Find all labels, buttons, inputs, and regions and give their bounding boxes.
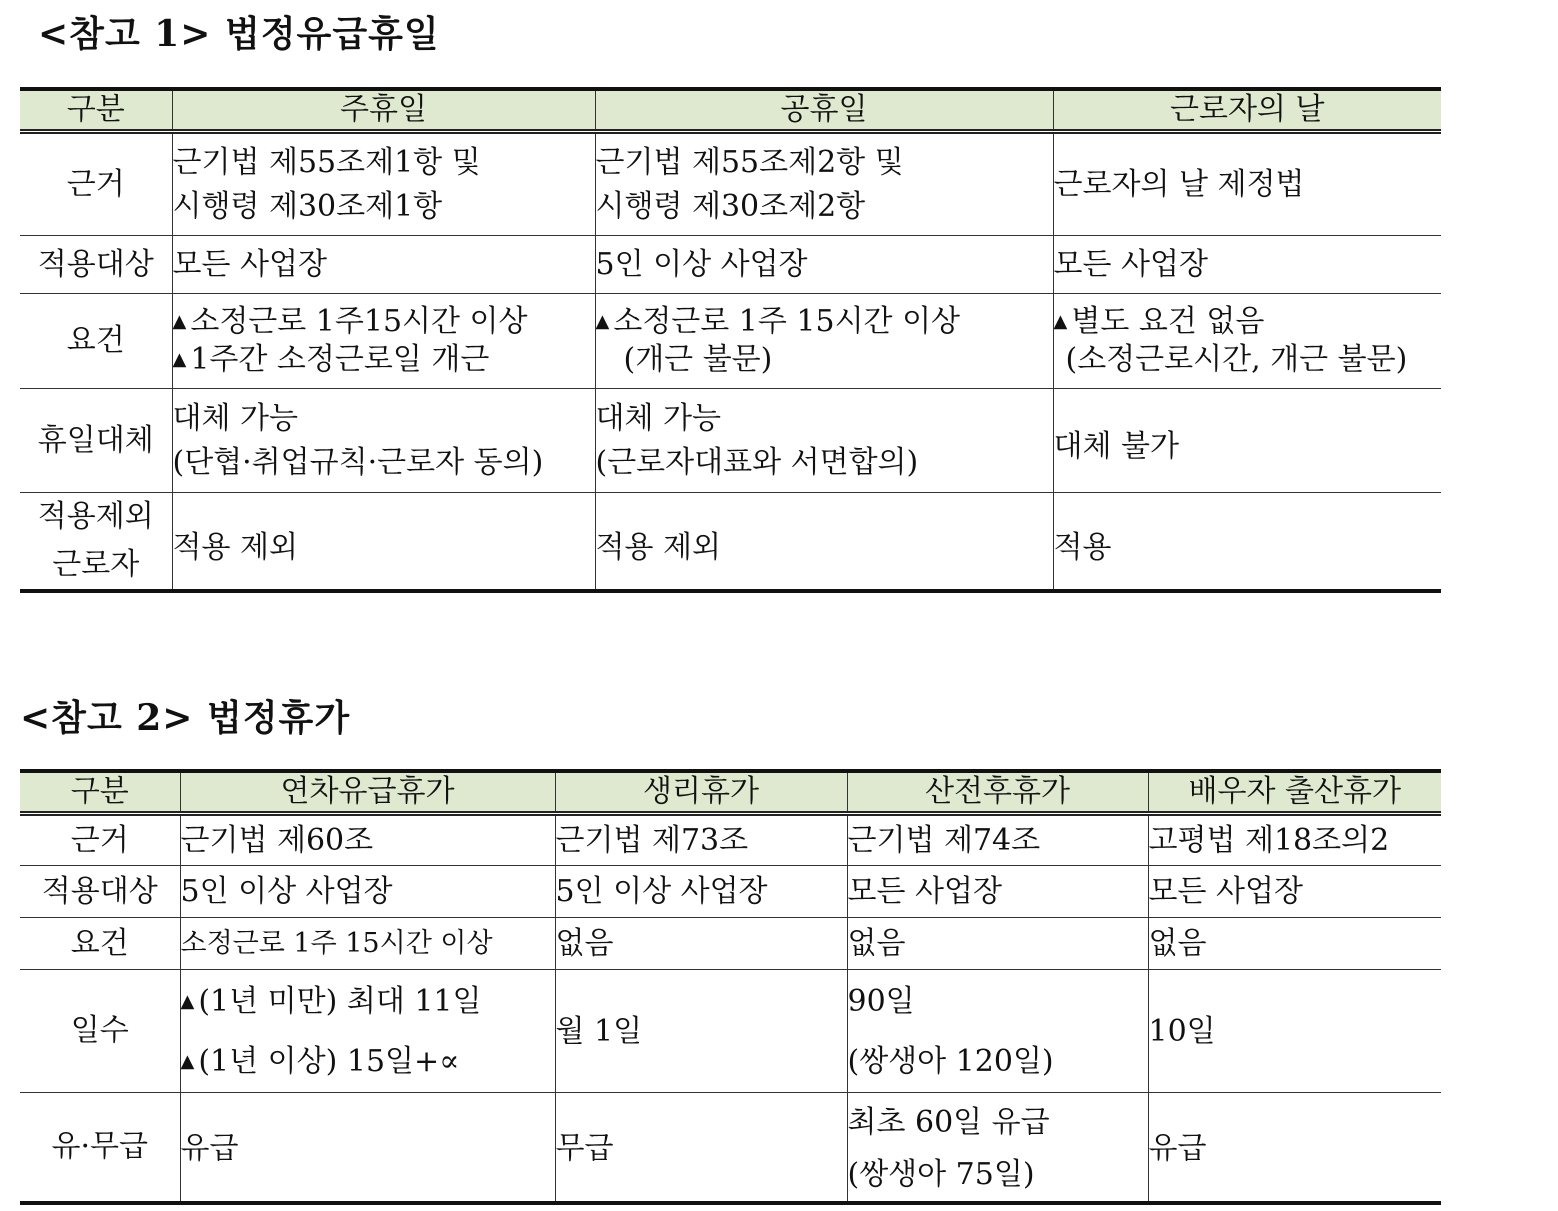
table-cell: 근기법 제60조 bbox=[180, 814, 555, 866]
table-row bbox=[20, 294, 1441, 389]
table-cell: 유급 bbox=[1148, 1093, 1441, 1204]
table-cell: 모든 사업장 bbox=[172, 236, 595, 294]
table-row bbox=[20, 236, 1441, 294]
table-cell: 10일 bbox=[1148, 970, 1441, 1093]
table-cell: 월 1일 bbox=[555, 970, 847, 1093]
table-cell: ▲ (1년 미만) 최대 11일 ▲ (1년 이상) 15일+∝ bbox=[180, 970, 555, 1093]
table-cell: ▲ 소정근로 1주15시간 이상 ▲ 1주간 소정근로일 개근 bbox=[172, 294, 595, 389]
triangle-up-icon: ▲ bbox=[172, 349, 187, 370]
statutory-leave-table bbox=[20, 769, 1441, 1205]
header-workers-day: 근로자의 날 bbox=[1053, 89, 1441, 132]
row-label-days: 일수 bbox=[20, 970, 180, 1093]
table-cell: 최초 60일 유급 (쌍생아 75일) bbox=[847, 1093, 1148, 1204]
table-cell: 근기법 제73조 bbox=[555, 814, 847, 866]
section-2-title: <참고 2> 법정휴가 bbox=[20, 697, 351, 739]
table-cell: 없음 bbox=[1148, 918, 1441, 970]
table-cell: 근기법 제55조제2항 및 시행령 제30조제2항 bbox=[595, 132, 1053, 236]
table-cell: 대체 가능 (단협·취업규칙·근로자 동의) bbox=[172, 389, 595, 493]
header-menstrual-leave: 생리휴가 bbox=[555, 771, 847, 814]
table-cell: 적용 제외 bbox=[172, 493, 595, 592]
header-annual-leave: 연차유급휴가 bbox=[180, 771, 555, 814]
table-cell: 적용 bbox=[1053, 493, 1441, 592]
header-public-holiday: 공휴일 bbox=[595, 89, 1053, 132]
row-label-substitution: 휴일대체 bbox=[20, 389, 172, 493]
row-label-requirement: 요건 bbox=[20, 918, 180, 970]
table-row bbox=[20, 970, 1441, 1093]
table-cell: 근기법 제55조제1항 및 시행령 제30조제1항 bbox=[172, 132, 595, 236]
header-category: 구분 bbox=[20, 771, 180, 814]
table-cell: 5인 이상 사업장 bbox=[595, 236, 1053, 294]
triangle-up-icon: ▲ bbox=[180, 991, 195, 1012]
triangle-up-icon: ▲ bbox=[172, 311, 187, 332]
header-paternity-leave: 배우자 출산휴가 bbox=[1148, 771, 1441, 814]
row-label-excluded-workers: 적용제외 근로자 bbox=[20, 493, 172, 592]
table-cell: 유급 bbox=[180, 1093, 555, 1204]
row-label-target: 적용대상 bbox=[20, 236, 172, 294]
table-cell: ▲ 소정근로 1주 15시간 이상 (개근 불문) bbox=[595, 294, 1053, 389]
table-cell: 소정근로 1주 15시간 이상 bbox=[180, 918, 555, 970]
table-row bbox=[20, 918, 1441, 970]
table-cell: 고평법 제18조의2 bbox=[1148, 814, 1441, 866]
table-cell: 없음 bbox=[555, 918, 847, 970]
table-cell: 근기법 제74조 bbox=[847, 814, 1148, 866]
table-cell: 근로자의 날 제정법 bbox=[1053, 132, 1441, 236]
header-row bbox=[20, 89, 1441, 132]
table-row bbox=[20, 389, 1441, 493]
table-cell: 무급 bbox=[555, 1093, 847, 1204]
table-row bbox=[20, 866, 1441, 918]
table-cell: 모든 사업장 bbox=[1148, 866, 1441, 918]
table-cell: 대체 가능 (근로자대표와 서면합의) bbox=[595, 389, 1053, 493]
row-label-target: 적용대상 bbox=[20, 866, 180, 918]
row-label-basis: 근거 bbox=[20, 814, 180, 866]
header-weekly-holiday: 주휴일 bbox=[172, 89, 595, 132]
table-cell: 없음 bbox=[847, 918, 1148, 970]
table-cell: 모든 사업장 bbox=[847, 866, 1148, 918]
table-cell: ▲ 별도 요건 없음 (소정근로시간, 개근 불문) bbox=[1053, 294, 1441, 389]
header-category: 구분 bbox=[20, 89, 172, 132]
section-1-title: <참고 1> 법정유급휴일 bbox=[38, 13, 440, 55]
table-cell: 모든 사업장 bbox=[1053, 236, 1441, 294]
triangle-up-icon: ▲ bbox=[1053, 311, 1068, 332]
table-cell: 5인 이상 사업장 bbox=[180, 866, 555, 918]
row-label-paid-unpaid: 유·무급 bbox=[20, 1093, 180, 1204]
row-label-basis: 근거 bbox=[20, 132, 172, 236]
triangle-up-icon: ▲ bbox=[180, 1051, 195, 1072]
statutory-paid-holidays-table bbox=[20, 87, 1441, 593]
table-cell: 적용 제외 bbox=[595, 493, 1053, 592]
header-maternity-leave: 산전후휴가 bbox=[847, 771, 1148, 814]
table-cell: 5인 이상 사업장 bbox=[555, 866, 847, 918]
table-row bbox=[20, 1093, 1441, 1204]
table-cell: 대체 불가 bbox=[1053, 389, 1441, 493]
table-cell: 90일 (쌍생아 120일) bbox=[847, 970, 1148, 1093]
table-row bbox=[20, 132, 1441, 236]
triangle-up-icon: ▲ bbox=[595, 311, 610, 332]
row-label-requirement: 요건 bbox=[20, 294, 172, 389]
table-row bbox=[20, 493, 1441, 592]
header-row bbox=[20, 771, 1441, 814]
table-row bbox=[20, 814, 1441, 866]
